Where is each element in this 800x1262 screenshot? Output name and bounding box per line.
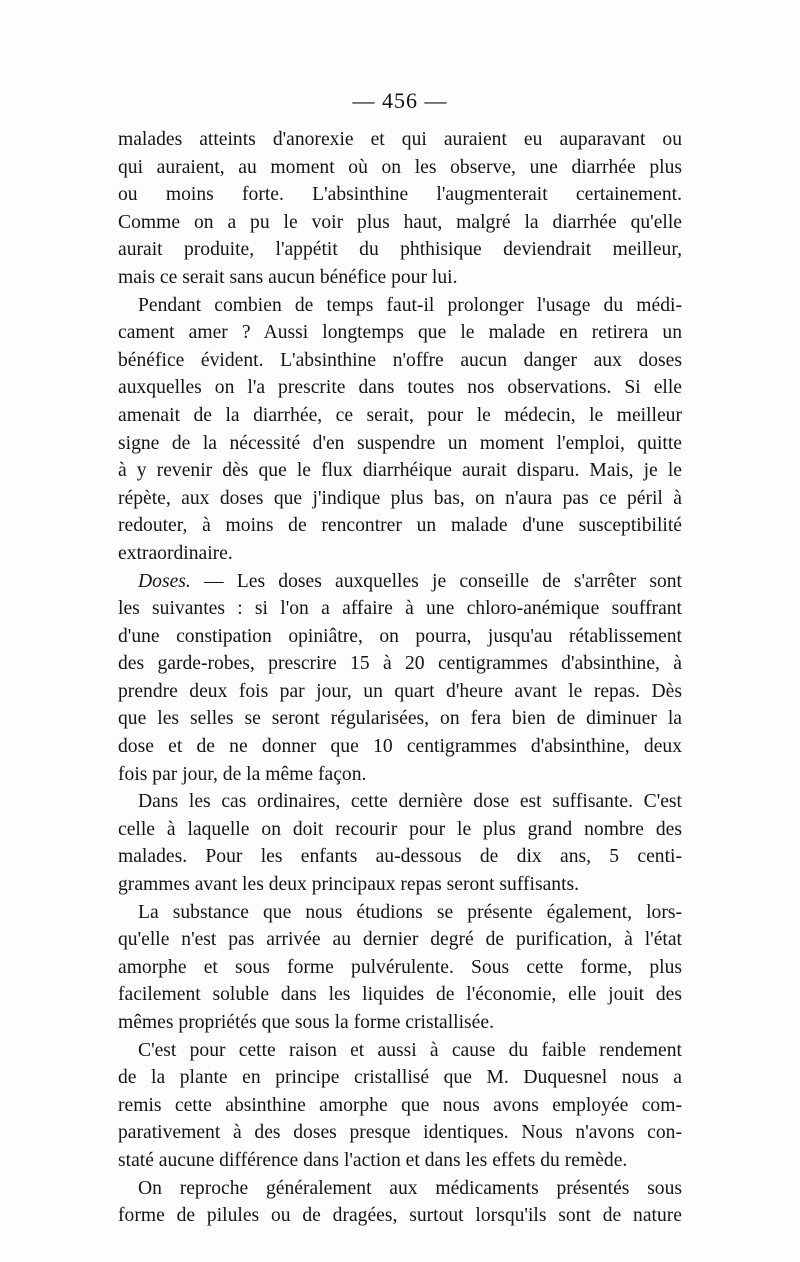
text-line: celle à laquelle on doit recourir pour le plus grand nombre des [118,818,682,840]
text-line: cament amer ? Aussi longtemps que le malade en retirera un [118,322,682,344]
text-line: qui auraient, au moment où on les observe, une diarrhée plus [118,156,682,178]
text-line: facilement soluble dans les liquides de l'économie, elle jouit des [118,984,682,1006]
doses-heading: Doses. [138,570,191,592]
text-line: ou moins forte. L'absinthine l'augmenterait certainement. [118,184,682,206]
text-line: mais ce serait sans aucun bénéfice pour lui. [118,266,458,288]
text-line: malades atteints d'anorexie et qui auraient eu auparavant ou [118,129,682,150]
text-line: Pendant combien de temps faut-il prolonger l'usage du médi- [138,294,682,316]
text-line-rest: — Les doses auxquelles je conseille de s'arrêter sont [190,570,682,592]
paragraph-1 [118,126,682,292]
text-line: La substance que nous étudions se présente également, lors- [138,901,682,923]
text-line: amenait de la diarrhée, ce serait, pour le médecin, le meilleur [118,404,682,426]
text-line: prendre deux fois par jour, un quart d'heure avant le repas. Dès [118,680,682,702]
text-line [118,568,682,596]
text-line: forme de pilules ou de dragées, surtout lorsqu'ils sont de nature [118,1205,682,1227]
paragraph-3 [118,568,682,789]
text-line: fois par jour, de la même façon. [118,763,367,785]
paragraph-4 [118,788,682,898]
text-line: remis cette absinthine amorphe que nous avons employée com- [118,1094,682,1116]
text-line: signe de la nécessité d'en suspendre un moment l'emploi, quitte [118,432,682,454]
page-number: — 456 — [352,88,448,113]
text-line: mêmes propriétés que sous la forme cristallisée. [118,1012,494,1033]
text-line: extraordinaire. [118,542,233,564]
text-line: que les selles se seront régularisées, on fera bien de diminuer la [118,708,682,730]
text-line: grammes avant les deux principaux repas seront suffisants. [118,874,580,896]
text-line: bénéfice évident. L'absinthine n'offre aucun danger aux doses [118,349,682,371]
text-line: aurait produite, l'appétit du phthisique deviendrait meilleur, [118,239,682,261]
text-line: qu'elle n'est pas arrivée au dernier degré de purification, à l'état [118,929,682,951]
text-line: les suivantes : si l'on a affaire à une chloro-anémique souffrant [118,598,682,620]
text-line: On reproche généralement aux médicaments présentés sous [138,1177,682,1199]
text-line: malades. Pour les enfants au-dessous de dix ans, 5 centi- [118,846,682,868]
text-line: d'une constipation opiniâtre, on pourra, jusqu'au rétablissement [118,625,682,647]
text-line: Dans les cas ordinaires, cette dernière dose est suffisante. C'est [138,791,682,813]
text-line: à y revenir dès que le flux diarrhéique aurait disparu. Mais, je le [118,460,682,482]
text-line: redouter, à moins de rencontrer un malade d'une susceptibilité [118,515,682,537]
paragraph-5 [118,899,682,1037]
body-text [118,126,682,1230]
text-line: auxquelles on l'a prescrite dans toutes nos observations. Si elle [118,377,682,399]
text-line: amorphe et sous forme pulvérulente. Sous cette forme, plus [118,956,682,978]
text-line: Comme on a pu le voir plus haut, malgré la diarrhée qu'elle [118,211,682,233]
text-line: des garde-robes, prescrire 15 à 20 centigrammes d'absinthine, à [118,653,682,675]
paragraph-7 [118,1175,682,1230]
text-line: répète, aux doses que j'indique plus bas, on n'aura pas ce péril à [118,487,682,509]
text-line: de la plante en principe cristallisé que M. Duquesnel nous a [118,1067,682,1089]
text-line: C'est pour cette raison et aussi à cause du faible rendement [138,1039,682,1061]
text-line: dose et de ne donner que 10 centigrammes d'absinthine, deux [118,736,682,758]
paragraph-2 [118,292,682,568]
text-line: parativement à des doses presque identiques. Nous n'avons con- [118,1122,682,1144]
paragraph-6 [118,1037,682,1175]
text-line: staté aucune différence dans l'action et dans les effets du remède. [118,1149,628,1171]
